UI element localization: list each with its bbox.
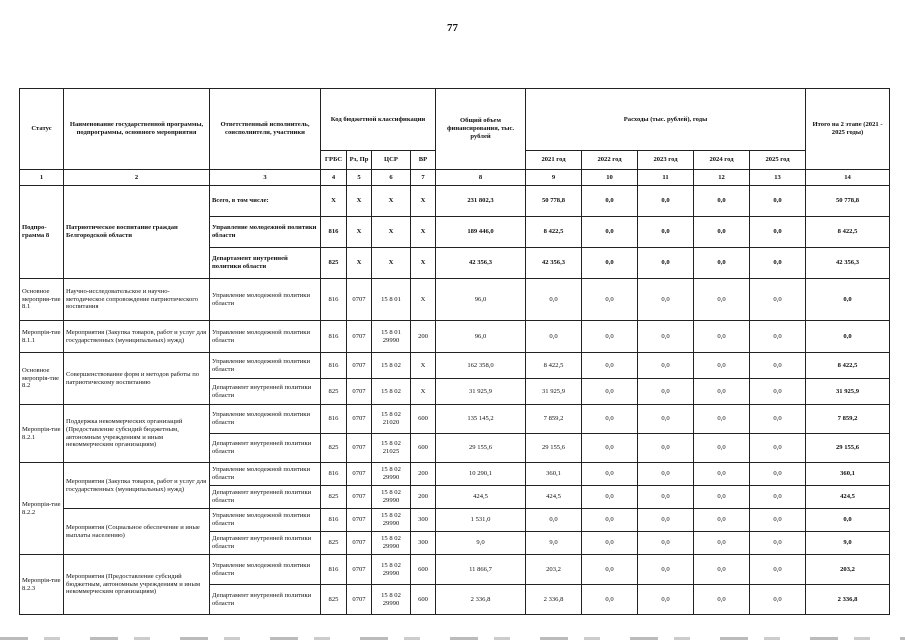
cell-rzpr: 0707 [347,585,372,615]
cell-grbs: 825 [321,379,347,405]
col-num: 1 [20,170,64,186]
cell-2023: 0,0 [638,186,694,217]
cell-name: Мероприятия (Закупка товаров, работ и услуг для государственных (муниципальных) нужд) [64,463,210,509]
cell-2022: 0,0 [582,532,638,555]
cell-2023: 0,0 [638,217,694,248]
header-grbs: ГРБС [321,151,347,170]
cell-total: 31 925,9 [436,379,526,405]
cell-2021: 29 155,6 [526,434,582,463]
cell-2022: 0,0 [582,405,638,434]
cell-2024: 0,0 [694,434,750,463]
table-row [20,186,890,217]
cell-name: Поддержка некоммерческих организаций (Предоставление субсидий бюджетным, автономным учреждениям и иным некоммерческим организациям) [64,405,210,463]
cell-grbs: 816 [321,463,347,486]
cell-grbs: 816 [321,353,347,379]
cell-vr: 300 [411,509,436,532]
cell-executor: Управление молодежной политики области [210,279,321,321]
header-year-2025: 2025 год [750,151,806,170]
cell-2025: 0,0 [750,321,806,353]
cell-name: Мероприятия (Социальное обеспечение и иные выплаты населению) [64,509,210,555]
cell-2025: 0,0 [750,217,806,248]
cell-sum: 0,0 [806,321,890,353]
cell-2021: 8 422,5 [526,217,582,248]
cell-rzpr: 0707 [347,353,372,379]
cell-vr: 200 [411,321,436,353]
cell-sum: 7 859,2 [806,405,890,434]
cell-csr: Х [372,217,411,248]
cell-vr: Х [411,248,436,279]
cell-2024: 0,0 [694,353,750,379]
header-expenses: Расходы (тыс. рублей), годы [526,89,806,151]
cell-2025: 0,0 [750,463,806,486]
cell-sum: 31 925,9 [806,379,890,405]
cell-2025: 0,0 [750,555,806,585]
cell-rzpr: 0707 [347,379,372,405]
cell-sum: 8 422,5 [806,217,890,248]
cell-2023: 0,0 [638,509,694,532]
cell-name: Мероприятия (Предоставление субсидий бюджетным, автономным учреждениям и иным некоммерческим организациям) [64,555,210,615]
cell-vr: 600 [411,434,436,463]
header-year-2024: 2024 год [694,151,750,170]
cell-vr: 600 [411,585,436,615]
cell-rzpr: 0707 [347,532,372,555]
cell-rzpr: 0707 [347,279,372,321]
cell-sum: 203,2 [806,555,890,585]
cell-rzpr: Х [347,217,372,248]
col-num: 4 [321,170,347,186]
cell-sum: 9,0 [806,532,890,555]
table-row [20,555,890,585]
col-num: 9 [526,170,582,186]
col-num: 11 [638,170,694,186]
cell-2025: 0,0 [750,186,806,217]
cell-2025: 0,0 [750,248,806,279]
cell-2023: 0,0 [638,532,694,555]
cell-vr: 200 [411,486,436,509]
header-year-2023: 2023 год [638,151,694,170]
cell-2022: 0,0 [582,353,638,379]
cell-grbs: 816 [321,509,347,532]
cell-2021: 7 859,2 [526,405,582,434]
cell-2021: 31 925,9 [526,379,582,405]
cell-rzpr: Х [347,186,372,217]
cell-status: Основное меропрія-тие 8.2 [20,353,64,405]
cell-vr: Х [411,217,436,248]
cell-2023: 0,0 [638,248,694,279]
cell-2024: 0,0 [694,321,750,353]
cell-2024: 0,0 [694,585,750,615]
cell-2024: 0,0 [694,486,750,509]
cell-csr: 15 8 02 29990 [372,509,411,532]
cell-2021: 0,0 [526,509,582,532]
cell-sum: 50 778,8 [806,186,890,217]
cell-2022: 0,0 [582,248,638,279]
cell-rzpr: 0707 [347,463,372,486]
cell-vr: 300 [411,532,436,555]
cell-2021: 8 422,5 [526,353,582,379]
cell-2023: 0,0 [638,555,694,585]
col-num: 6 [372,170,411,186]
col-num: 7 [411,170,436,186]
cell-name: Совершенствование форм и методов работы по патриотическому воспитанию [64,353,210,405]
cell-2022: 0,0 [582,486,638,509]
cell-rzpr: 0707 [347,321,372,353]
cell-vr: 600 [411,405,436,434]
col-num: 2 [64,170,210,186]
cell-total: 9,0 [436,532,526,555]
cell-rzpr: 0707 [347,405,372,434]
cell-total: 10 290,1 [436,463,526,486]
cell-rzpr: 0707 [347,555,372,585]
cell-sum: 8 422,5 [806,353,890,379]
cell-executor: Управление молодежной политики области [210,217,321,248]
cell-executor: Всего, в том числе: [210,186,321,217]
cell-2025: 0,0 [750,509,806,532]
cell-grbs: 816 [321,555,347,585]
cell-2021: 9,0 [526,532,582,555]
col-num: 12 [694,170,750,186]
header-executor: Ответственный исполнитель, соисполнители, участники [210,89,321,170]
cell-csr: 15 8 02 29990 [372,463,411,486]
cell-status: Меропрія-тие 8.2.1 [20,405,64,463]
cell-name: Мероприятия (Закупка товаров, работ и услуг для государственных (муниципальных) нужд) [64,321,210,353]
cell-2025: 0,0 [750,585,806,615]
cell-csr: 15 8 02 29990 [372,486,411,509]
cell-2021: 42 356,3 [526,248,582,279]
table-row [20,509,890,532]
cell-2024: 0,0 [694,405,750,434]
cell-2024: 0,0 [694,532,750,555]
cell-2021: 0,0 [526,279,582,321]
cell-total: 11 866,7 [436,555,526,585]
cell-2024: 0,0 [694,555,750,585]
cell-rzpr: Х [347,248,372,279]
cell-2024: 0,0 [694,248,750,279]
column-number-row [20,170,890,186]
cell-grbs: 825 [321,585,347,615]
cell-executor: Управление молодежной политики области [210,509,321,532]
cell-csr: 15 8 02 29990 [372,555,411,585]
cell-status: Меропрія-тие 8.1.1 [20,321,64,353]
cell-2022: 0,0 [582,555,638,585]
cell-2022: 0,0 [582,279,638,321]
cell-2023: 0,0 [638,405,694,434]
cell-executor: Управление молодежной политики области [210,353,321,379]
cell-grbs: Х [321,186,347,217]
cell-2023: 0,0 [638,321,694,353]
cell-2024: 0,0 [694,186,750,217]
cell-total: 189 446,0 [436,217,526,248]
cell-grbs: 816 [321,217,347,248]
cell-grbs: 825 [321,486,347,509]
page-number: 77 [447,22,458,34]
header-status: Статус [20,89,64,170]
cell-csr: 15 8 02 29990 [372,532,411,555]
cell-2022: 0,0 [582,463,638,486]
cell-2024: 0,0 [694,509,750,532]
cell-total: 29 155,6 [436,434,526,463]
cell-2022: 0,0 [582,585,638,615]
cell-total: 2 336,8 [436,585,526,615]
cell-2025: 0,0 [750,353,806,379]
cell-2022: 0,0 [582,434,638,463]
cell-name: Патриотическое воспитание граждан Белгородской области [64,186,210,279]
cell-2024: 0,0 [694,279,750,321]
cell-total: 135 145,2 [436,405,526,434]
cell-csr: 15 8 01 29990 [372,321,411,353]
cell-2025: 0,0 [750,279,806,321]
header-budget-code: Код бюджетной классификации [321,89,436,151]
cell-2021: 203,2 [526,555,582,585]
cell-total: 1 531,0 [436,509,526,532]
table-row [20,405,890,434]
header-vr: ВР [411,151,436,170]
cell-grbs: 816 [321,321,347,353]
cell-2021: 50 778,8 [526,186,582,217]
col-num: 13 [750,170,806,186]
cell-csr: 15 8 02 21025 [372,434,411,463]
cell-2023: 0,0 [638,353,694,379]
cell-2022: 0,0 [582,186,638,217]
col-num: 5 [347,170,372,186]
cell-grbs: 816 [321,279,347,321]
cell-grbs: 825 [321,248,347,279]
cell-2024: 0,0 [694,463,750,486]
col-num: 8 [436,170,526,186]
cell-2022: 0,0 [582,217,638,248]
cell-vr: 200 [411,463,436,486]
cell-2021: 2 336,8 [526,585,582,615]
cell-executor: Департамент внутренней политики области [210,486,321,509]
header-rzpr: Рз, Пр [347,151,372,170]
cell-executor: Департамент внутренней политики области [210,379,321,405]
cell-executor: Департамент внутренней политики области [210,585,321,615]
table-row [20,321,890,353]
budget-table [19,88,890,615]
cell-csr: 15 8 02 29990 [372,585,411,615]
header-year-2021: 2021 год [526,151,582,170]
cell-rzpr: 0707 [347,486,372,509]
cell-2021: 0,0 [526,321,582,353]
cell-vr: Х [411,279,436,321]
cell-sum: 42 356,3 [806,248,890,279]
cell-2025: 0,0 [750,434,806,463]
cell-2024: 0,0 [694,379,750,405]
table-row [20,353,890,379]
cell-executor: Департамент внутренней политики области [210,532,321,555]
col-num: 3 [210,170,321,186]
cell-2021: 360,1 [526,463,582,486]
cell-rzpr: 0707 [347,509,372,532]
cell-executor: Департамент внутренней политики области [210,248,321,279]
cell-name: Научно-исследовательское и научно-методическое сопровождение патриотического воспитания [64,279,210,321]
cell-status: Меропрія-тие 8.2.2 [20,463,64,555]
cell-2025: 0,0 [750,379,806,405]
cell-rzpr: 0707 [347,434,372,463]
cell-csr: 15 8 02 21020 [372,405,411,434]
cell-total: 231 802,3 [436,186,526,217]
cell-executor: Управление молодежной политики области [210,463,321,486]
cell-grbs: 825 [321,532,347,555]
cell-sum: 424,5 [806,486,890,509]
cell-status: Подпро-грамма 8 [20,186,64,279]
cell-2025: 0,0 [750,486,806,509]
cell-csr: Х [372,248,411,279]
cell-total: 424,5 [436,486,526,509]
cell-2022: 0,0 [582,379,638,405]
cell-2023: 0,0 [638,434,694,463]
cell-2021: 424,5 [526,486,582,509]
cell-vr: Х [411,353,436,379]
cell-2023: 0,0 [638,279,694,321]
cell-2024: 0,0 [694,217,750,248]
cell-2022: 0,0 [582,321,638,353]
cell-status: Основное мероприя-тие 8.1 [20,279,64,321]
cell-2023: 0,0 [638,463,694,486]
cell-csr: 15 8 02 [372,379,411,405]
cell-executor: Управление молодежной политики области [210,321,321,353]
cell-executor: Управление молодежной политики области [210,405,321,434]
col-num: 14 [806,170,890,186]
cell-csr: 15 8 02 [372,353,411,379]
table-row [20,463,890,486]
cell-2025: 0,0 [750,405,806,434]
header-year-2022: 2022 год [582,151,638,170]
cell-grbs: 825 [321,434,347,463]
table-row [20,279,890,321]
cell-total: 42 356,3 [436,248,526,279]
header-csr: ЦСР [372,151,411,170]
cell-vr: Х [411,379,436,405]
cell-sum: 29 155,6 [806,434,890,463]
cell-executor: Управление молодежной политики области [210,555,321,585]
cell-status: Меропрія-тие 8.2.3 [20,555,64,615]
cell-2022: 0,0 [582,509,638,532]
header-name: Наименование государственной программы, подпрограммы, основного мероприятия [64,89,210,170]
cell-2023: 0,0 [638,486,694,509]
cell-total: 96,0 [436,321,526,353]
cell-sum: 0,0 [806,279,890,321]
cell-sum: 0,0 [806,509,890,532]
cell-total: 96,0 [436,279,526,321]
cell-2023: 0,0 [638,585,694,615]
cell-2023: 0,0 [638,379,694,405]
cell-csr: 15 8 01 [372,279,411,321]
cell-executor: Департамент внутренней политики области [210,434,321,463]
cell-vr: 600 [411,555,436,585]
cell-total: 162 358,0 [436,353,526,379]
cell-sum: 360,1 [806,463,890,486]
col-num: 10 [582,170,638,186]
cell-csr: Х [372,186,411,217]
header-result: Итого на 2 этапе (2021 - 2025 годы) [806,89,890,170]
cell-vr: Х [411,186,436,217]
cell-2025: 0,0 [750,532,806,555]
cell-sum: 2 336,8 [806,585,890,615]
cell-grbs: 816 [321,405,347,434]
header-total-volume: Общий объем финансирования, тыс. рублей [436,89,526,170]
